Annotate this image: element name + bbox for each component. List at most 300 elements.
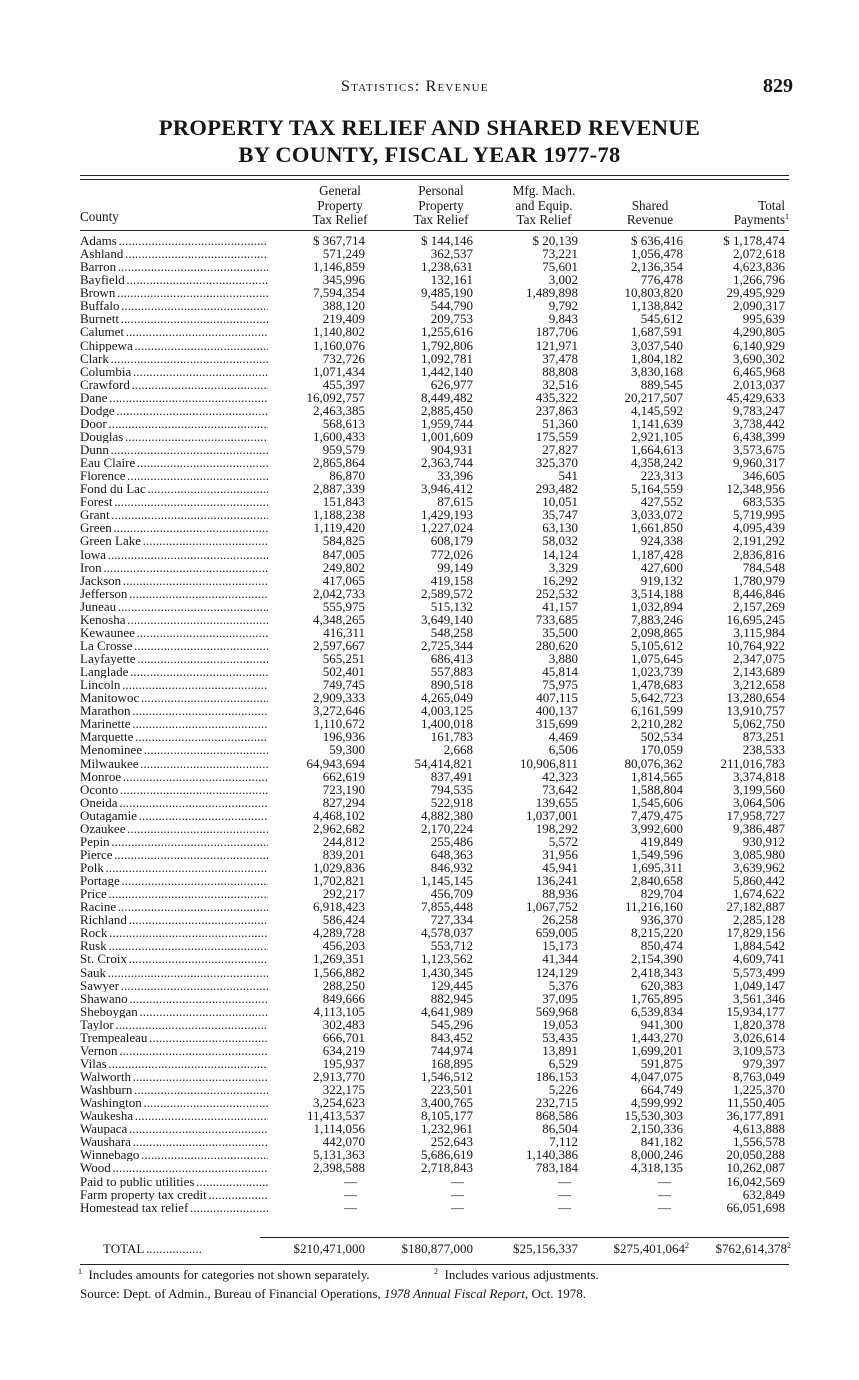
table-row — [0, 717, 859, 730]
cell-general: 16,092,757 — [306, 389, 365, 405]
header-personal-line: Property — [418, 197, 464, 213]
cell-shared: 419,849 — [640, 833, 683, 849]
cell-general: 555,975 — [322, 598, 365, 614]
cell-total: 995,639 — [742, 311, 785, 327]
header-general-line: Property — [317, 197, 363, 213]
cell-general: 1,269,351 — [313, 951, 365, 967]
table-row — [0, 979, 859, 992]
cell-general: 2,909,333 — [313, 690, 365, 706]
title-line-1: PROPERTY TAX RELIEF AND SHARED REVENUE — [158, 115, 701, 140]
cell-shared: 502,534 — [640, 729, 683, 745]
table-row — [0, 770, 859, 783]
cell-mfg: 41,157 — [542, 598, 578, 614]
cell-total: 930,912 — [742, 833, 785, 849]
cell-total: 12,348,956 — [726, 481, 785, 497]
cell-total: 3,212,658 — [733, 677, 785, 693]
cell-shared: 6,161,599 — [631, 703, 683, 719]
county-name: Taylor . . . — [80, 1018, 268, 1031]
county-name: Ashland . . . — [80, 247, 268, 260]
cell-personal: 890,518 — [430, 677, 473, 693]
county-name: Rock . . . — [80, 926, 268, 939]
cell-personal: 744,974 — [430, 1042, 473, 1058]
cell-general: 86,870 — [329, 468, 365, 484]
county-name: Sawyer . . . — [80, 979, 268, 992]
cell-total: 4,095,439 — [733, 520, 785, 536]
cell-general: 4,113,105 — [313, 1003, 365, 1019]
county-name: Homestead tax relief . . . — [80, 1201, 268, 1214]
table-row — [0, 743, 859, 756]
cell-personal: 1,430,345 — [421, 964, 473, 980]
cell-shared: 5,642,723 — [631, 690, 683, 706]
county-name: Waukesha . . . — [80, 1109, 268, 1122]
cell-personal: 882,945 — [430, 990, 473, 1006]
cell-shared: 2,136,354 — [631, 259, 683, 275]
cell-shared: 545,612 — [640, 311, 683, 327]
county-name: Oneida . . . — [80, 796, 268, 809]
footnote-1 — [78, 1267, 370, 1282]
cell-personal: 557,883 — [430, 664, 473, 680]
cell-personal: — — [451, 1199, 464, 1215]
cell-general: 502,401 — [322, 664, 365, 680]
county-name: Chippewa . . . — [80, 339, 268, 352]
county-name: Iowa . . . — [80, 548, 268, 561]
cell-total: 17,958,727 — [726, 807, 785, 823]
cell-total: 4,613,888 — [733, 1121, 785, 1137]
cell-total: 2,072,618 — [733, 246, 785, 262]
cell-shared: 427,552 — [640, 494, 683, 510]
cell-general: 662,619 — [322, 768, 365, 784]
county-name: Richland . . . — [80, 913, 268, 926]
cell-total: 6,140,929 — [733, 337, 785, 353]
cell-personal: 3,649,140 — [421, 611, 473, 627]
cell-personal: 9,485,190 — [421, 285, 473, 301]
cell-general: 2,962,682 — [313, 820, 365, 836]
cell-mfg: 26,258 — [542, 912, 578, 928]
cell-general: 388,120 — [322, 298, 365, 314]
table-row — [0, 404, 859, 417]
cell-personal: 1,792,806 — [421, 337, 473, 353]
cell-shared: 1,032,894 — [631, 598, 683, 614]
cell-personal: 2,363,744 — [421, 455, 473, 471]
table-row — [0, 874, 859, 887]
cell-personal: 419,158 — [430, 572, 473, 588]
cell-shared: 841,182 — [640, 1134, 683, 1150]
county-name: Burnett . . . — [80, 312, 268, 325]
cell-mfg: 73,642 — [542, 781, 578, 797]
cell-personal: 2,668 — [443, 742, 473, 758]
cell-total: 2,157,269 — [733, 598, 785, 614]
cell-general: 1,188,238 — [313, 507, 365, 523]
cell-mfg: 31,956 — [542, 846, 578, 862]
cell-personal: 2,885,450 — [421, 402, 473, 418]
cell-general: — — [344, 1186, 357, 1202]
county-name: Green . . . — [80, 521, 268, 534]
county-name: Juneau . . . — [80, 600, 268, 613]
cell-total: 3,738,442 — [733, 415, 785, 431]
header-shared-line: Revenue — [626, 212, 674, 228]
header-mfg-line: and Equip. — [515, 197, 573, 213]
cell-total: 3,199,560 — [733, 781, 785, 797]
table-row — [0, 626, 859, 639]
table-row — [0, 1005, 859, 1018]
cell-mfg: 63,130 — [542, 520, 578, 536]
cell-mfg: 88,936 — [542, 886, 578, 902]
cell-shared: 776,478 — [640, 272, 683, 288]
cell-mfg: 541 — [558, 468, 578, 484]
cell-total: 1,049,147 — [733, 977, 785, 993]
cell-shared: 2,921,105 — [631, 428, 683, 444]
county-name: Dunn . . . — [80, 443, 268, 456]
cell-shared: 1,056,478 — [631, 246, 683, 262]
cell-shared: 427,600 — [640, 559, 683, 575]
header-total-text: Payments — [733, 212, 785, 228]
cell-shared: 15,530,303 — [624, 1108, 683, 1124]
cell-total: 1,884,542 — [733, 938, 785, 954]
table-row — [0, 796, 859, 809]
cell-mfg: 75,975 — [542, 677, 578, 693]
cell-general: 1,071,434 — [313, 363, 365, 379]
cell-mfg: 252,532 — [535, 585, 578, 601]
county-name: Winnebago . . . — [80, 1148, 268, 1161]
cell-shared: 1,478,683 — [631, 677, 683, 693]
cell-mfg: 1,489,898 — [526, 285, 578, 301]
cell-mfg: 5,376 — [548, 977, 578, 993]
cell-mfg: 58,032 — [542, 533, 578, 549]
county-name: Polk . . . — [80, 861, 268, 874]
table-row — [0, 260, 859, 273]
total-payments-value: $762,614,378 — [715, 1241, 787, 1256]
cell-shared: 1,138,842 — [631, 298, 683, 314]
cell-total: 683,535 — [742, 494, 785, 510]
cell-mfg: 3,002 — [548, 272, 578, 288]
cell-personal: 553,712 — [430, 938, 473, 954]
cell-mfg: 124,129 — [535, 964, 578, 980]
cell-shared: 620,383 — [640, 977, 683, 993]
cell-total: 1,674,622 — [733, 886, 785, 902]
cell-personal: 209,753 — [430, 311, 473, 327]
cell-shared: 4,599,992 — [631, 1095, 683, 1111]
cell-shared: 170,059 — [640, 742, 683, 758]
table-row — [0, 534, 859, 547]
cell-personal: 1,429,193 — [421, 507, 473, 523]
cell-mfg: 10,051 — [542, 494, 578, 510]
cell-total: 1,225,370 — [733, 1082, 785, 1098]
cell-general: 6,918,423 — [313, 899, 365, 915]
table-row — [0, 430, 859, 443]
cell-personal: 2,725,344 — [421, 637, 473, 653]
cell-personal: 255,486 — [430, 833, 473, 849]
county-name: Vernon . . . — [80, 1044, 268, 1057]
cell-total: 5,573,499 — [733, 964, 785, 980]
cell-mfg: 9,843 — [548, 311, 578, 327]
county-name: Dodge . . . — [80, 404, 268, 417]
cell-general: 565,251 — [322, 651, 365, 666]
cell-general: 2,398,588 — [313, 1160, 365, 1176]
cell-shared: 3,830,168 — [631, 363, 683, 379]
county-name: Outagamie . . . — [80, 809, 268, 822]
header-mfg — [494, 184, 594, 228]
cell-mfg: 9,792 — [548, 298, 578, 314]
footnote-mark: 2 — [434, 1267, 438, 1276]
cell-general: 2,042,733 — [313, 585, 365, 601]
cell-mfg: 569,968 — [535, 1003, 578, 1019]
cell-general: 1,114,056 — [313, 1121, 365, 1137]
table-row — [0, 783, 859, 796]
cell-mfg: 868,586 — [535, 1108, 578, 1124]
cell-mfg: 86,504 — [542, 1121, 578, 1137]
table-row — [0, 900, 859, 913]
cell-total: 11,550,405 — [726, 1095, 785, 1111]
cell-mfg: 41,344 — [542, 951, 578, 967]
county-name: Kenosha . . . — [80, 613, 268, 626]
county-name: Adams . . . — [80, 234, 268, 247]
cell-personal: 515,132 — [430, 598, 473, 614]
cell-personal: 1,238,631 — [421, 259, 473, 275]
cell-mfg: — — [558, 1186, 571, 1202]
cell-total: 8,763,049 — [733, 1069, 785, 1084]
cell-personal: 362,537 — [430, 246, 473, 262]
cell-personal: 686,413 — [430, 651, 473, 666]
cell-total: 1,556,578 — [733, 1134, 785, 1150]
cell-shared: 11,216,160 — [624, 899, 683, 915]
cell-total: 16,042,569 — [726, 1173, 785, 1189]
cell-personal: 1,232,961 — [421, 1121, 473, 1137]
cell-general: 1,146,859 — [313, 259, 365, 275]
cell-total: 4,609,741 — [733, 951, 785, 967]
table-row — [0, 1122, 859, 1135]
cell-personal: 846,932 — [430, 860, 473, 875]
cell-shared: 3,033,072 — [631, 507, 683, 523]
cell-total: 1,266,796 — [733, 272, 785, 288]
cell-general: 1,600,433 — [313, 428, 365, 444]
cell-personal: 545,296 — [430, 1016, 473, 1032]
cell-general: 723,190 — [322, 781, 365, 797]
cell-mfg: 315,699 — [535, 716, 578, 732]
cell-total: 1,780,979 — [733, 572, 785, 588]
cell-personal: 4,641,989 — [421, 1003, 473, 1019]
cell-general: 571,249 — [322, 246, 365, 262]
cell-total: 45,429,633 — [726, 389, 785, 405]
cell-total: 20,050,288 — [726, 1147, 785, 1163]
section-name: Statistics: Revenue — [341, 78, 489, 95]
cell-mfg: 237,863 — [535, 402, 578, 418]
county-name: Waushara . . . — [80, 1135, 268, 1148]
cell-shared: 6,539,834 — [631, 1003, 683, 1019]
cell-total: 9,960,317 — [733, 455, 785, 471]
cell-general: 1,160,076 — [313, 337, 365, 353]
cell-personal: $ 144,146 — [421, 233, 473, 248]
cell-personal: 626,977 — [430, 376, 473, 392]
cell-total: 13,280,654 — [726, 690, 785, 706]
cell-general: 345,996 — [322, 272, 365, 288]
footnote-2-text: Includes various adjustments. — [444, 1267, 599, 1282]
county-name: Jefferson . . . — [80, 587, 268, 600]
cell-total: 979,397 — [742, 1055, 785, 1071]
table-row — [0, 325, 859, 338]
county-name: Shawano . . . — [80, 992, 268, 1005]
cell-personal: 132,161 — [430, 272, 473, 288]
cell-shared: 919,132 — [640, 572, 683, 588]
county-name: Vilas . . . — [80, 1057, 268, 1070]
cell-general: 5,131,363 — [313, 1147, 365, 1163]
cell-shared: 1,695,311 — [631, 860, 683, 875]
cell-mfg: 232,715 — [535, 1095, 578, 1111]
total-rule — [260, 1237, 789, 1238]
county-name: Eau Claire . . . — [80, 456, 268, 469]
cell-general: 244,812 — [322, 833, 365, 849]
cell-mfg: 3,880 — [548, 651, 578, 666]
cell-total: 3,374,818 — [733, 768, 785, 784]
cell-total: 15,934,177 — [726, 1003, 785, 1019]
county-name: Dane . . . — [80, 391, 268, 404]
cell-total: 6,438,399 — [733, 428, 785, 444]
cell-personal: 8,449,482 — [421, 389, 473, 405]
county-name: St. Croix . . . — [80, 952, 268, 965]
cell-general: 292,217 — [322, 886, 365, 902]
header-total-line: Total — [758, 197, 785, 213]
cell-general: 4,289,728 — [313, 925, 365, 941]
header-mfg-line: Tax Relief — [516, 212, 572, 228]
cell-personal: 1,145,145 — [421, 873, 473, 889]
cell-total: 3,639,962 — [733, 860, 785, 875]
county-name: Oconto . . . — [80, 783, 268, 796]
county-name: Sheboygan . . . — [80, 1005, 268, 1018]
cell-total: 5,062,750 — [733, 716, 785, 732]
cell-mfg: 198,292 — [535, 820, 578, 836]
cell-shared: 850,474 — [640, 938, 683, 954]
cell-personal: 161,783 — [430, 729, 473, 745]
cell-personal: 1,959,744 — [421, 415, 473, 431]
footnote-mark: 1 — [78, 1267, 82, 1276]
cell-general: 1,029,836 — [313, 860, 365, 875]
cell-shared: 3,037,540 — [631, 337, 683, 353]
cell-personal: 1,255,616 — [421, 324, 473, 340]
cell-personal: 772,026 — [430, 546, 473, 562]
cell-shared: 2,154,390 — [631, 951, 683, 967]
total-label: TOTAL . . . — [103, 1241, 200, 1257]
county-name: Iron . . . — [80, 561, 268, 574]
header-general — [290, 184, 390, 228]
cell-general: 196,936 — [322, 729, 365, 745]
cell-total: 3,690,302 — [733, 350, 785, 366]
cell-shared: 2,418,343 — [631, 964, 683, 980]
cell-shared: 4,358,242 — [631, 455, 683, 471]
cell-personal: 904,931 — [430, 442, 473, 457]
cell-mfg: 121,971 — [535, 337, 578, 353]
cell-total: 66,051,698 — [726, 1199, 785, 1215]
cell-shared: 1,075,645 — [631, 651, 683, 666]
cell-personal: 168,895 — [430, 1055, 473, 1071]
cell-mfg: 6,529 — [548, 1055, 578, 1071]
county-name: Kewaunee . . . — [80, 626, 268, 639]
county-name: Langlade . . . — [80, 665, 268, 678]
cell-total: 2,285,128 — [733, 912, 785, 928]
page-number: 829 — [763, 75, 793, 97]
cell-shared: 1,588,804 — [631, 781, 683, 797]
cell-mfg: 186,153 — [535, 1069, 578, 1084]
footnotes — [78, 1267, 599, 1283]
cell-mfg: 136,241 — [535, 873, 578, 889]
cell-general: 4,468,102 — [313, 807, 365, 823]
source-suffix: , Oct. 1978. — [524, 1286, 586, 1301]
total-shared-value: $275,401,064 — [613, 1241, 685, 1256]
table-row — [0, 835, 859, 848]
cell-total: 27,182,887 — [726, 899, 785, 915]
cell-mfg: 15,173 — [542, 938, 578, 954]
cell-personal: 7,855,448 — [421, 899, 473, 915]
cell-total: 5,719,995 — [733, 507, 785, 523]
total-shared — [614, 1241, 690, 1257]
footnote-2 — [434, 1267, 599, 1283]
cell-personal: 1,400,018 — [421, 716, 473, 732]
county-name: Racine . . . — [80, 900, 268, 913]
county-name: Manitowoc . . . — [80, 691, 268, 704]
cell-personal: 129,445 — [430, 977, 473, 993]
cell-personal: 8,105,177 — [421, 1108, 473, 1124]
table-row — [0, 730, 859, 743]
cell-general: 3,254,623 — [313, 1095, 365, 1111]
county-name: Marathon . . . — [80, 704, 268, 717]
county-name: Monroe . . . — [80, 770, 268, 783]
cell-shared: 80,076,362 — [624, 755, 683, 771]
table-row — [0, 757, 859, 770]
cell-personal: 4,003,125 — [421, 703, 473, 719]
header-general-line: General — [319, 183, 361, 198]
cell-mfg: 1,067,752 — [526, 899, 578, 915]
county-name: Ozaukee . . . — [80, 822, 268, 835]
table-row — [0, 822, 859, 835]
cell-general: 4,348,265 — [313, 611, 365, 627]
cell-general: 1,140,802 — [313, 324, 365, 340]
county-name: Barron . . . — [80, 260, 268, 273]
cell-mfg: 16,292 — [542, 572, 578, 588]
cell-mfg: 27,827 — [542, 442, 578, 457]
county-name: Paid to public utilities . . . — [80, 1175, 268, 1188]
cell-shared: 1,549,596 — [631, 846, 683, 862]
table-row — [0, 1018, 859, 1031]
cell-general: 1,566,882 — [313, 964, 365, 980]
county-name: Wood . . . — [80, 1161, 268, 1174]
table-row — [0, 952, 859, 965]
table-row — [0, 482, 859, 495]
cell-mfg: 53,435 — [542, 1029, 578, 1045]
county-name: La Crosse . . . — [80, 639, 268, 652]
cell-personal: 223,501 — [430, 1082, 473, 1098]
cell-total: $ 1,178,474 — [723, 233, 785, 248]
county-name: Jackson . . . — [80, 574, 268, 587]
cell-shared: — — [658, 1199, 671, 1215]
cell-total: 29,495,929 — [726, 285, 785, 301]
cell-general: 2,865,864 — [313, 455, 365, 471]
cell-shared: 1,443,270 — [631, 1029, 683, 1045]
cell-mfg: 280,620 — [535, 637, 578, 653]
cell-general: 456,203 — [322, 938, 365, 954]
cell-personal: 456,709 — [430, 886, 473, 902]
cell-shared: 591,875 — [640, 1055, 683, 1071]
cell-mfg: 10,906,811 — [519, 755, 578, 771]
table-row — [0, 574, 859, 587]
cell-shared: 1,141,639 — [631, 415, 683, 431]
cell-mfg: 733,685 — [535, 611, 578, 627]
cell-general: 417,065 — [322, 572, 365, 588]
cell-shared: 2,840,658 — [631, 873, 683, 889]
title-line-2: BY COUNTY, FISCAL YEAR 1977-78 — [238, 142, 621, 167]
cell-mfg: 5,226 — [548, 1082, 578, 1098]
cell-mfg: 42,323 — [542, 768, 578, 784]
cell-mfg: 659,005 — [535, 925, 578, 941]
cell-personal: 54,414,821 — [414, 755, 473, 771]
cell-personal: 843,452 — [430, 1029, 473, 1045]
